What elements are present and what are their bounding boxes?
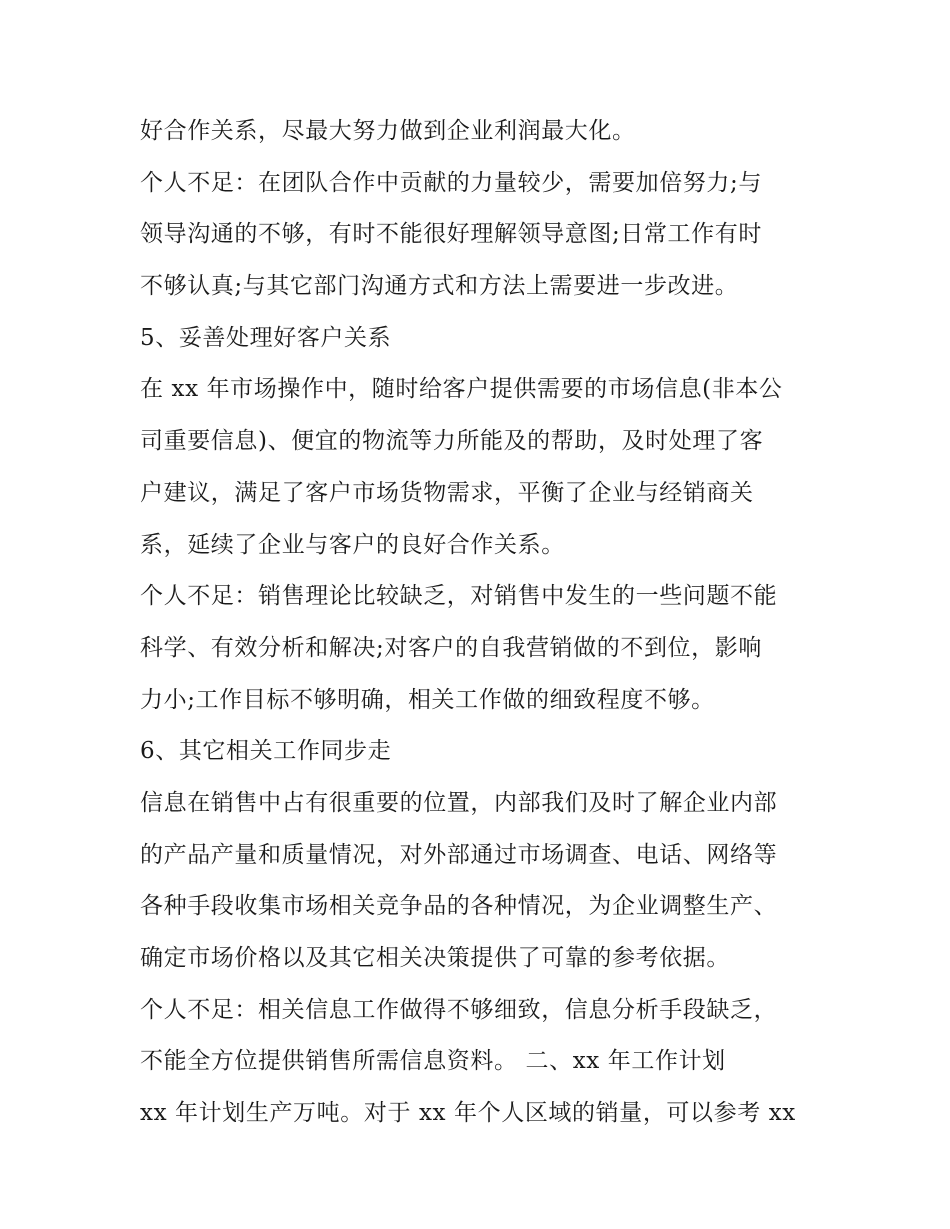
section-heading-6: 6、其它相关工作同步走 xyxy=(140,738,392,765)
body-line: 信息在销售中占有很重要的位置，内部我们及时了解企业内部 xyxy=(140,789,778,816)
body-line: 户建议，满足了客户市场货物需求，平衡了企业与经销商关 xyxy=(140,479,754,506)
body-line: 领导沟通的不够，有时不能很好理解领导意图;日常工作有时 xyxy=(140,221,762,248)
document-body xyxy=(140,106,820,1140)
body-line: 在 xx 年市场操作中，随时给客户提供需要的市场信息(非本公 xyxy=(140,376,783,403)
body-line: 各种手段收集市场相关竞争品的各种情况，为企业调整生产、 xyxy=(140,893,778,920)
body-line: 科学、有效分析和解决;对客户的自我营销做的不到位，影响 xyxy=(140,634,762,661)
body-line: 个人不足：在团队合作中贡献的力量较少，需要加倍努力;与 xyxy=(140,169,762,196)
section-heading-5: 5、妥善处理好客户关系 xyxy=(140,324,392,351)
body-line: 不够认真;与其它部门沟通方式和方法上需要进一步改进。 xyxy=(140,273,739,300)
body-line: 个人不足：相关信息工作做得不够细致，信息分析手段缺乏， xyxy=(140,996,778,1023)
body-line: 系，延续了企业与客户的良好合作关系。 xyxy=(140,531,565,558)
body-line: xx 年计划生产万吨。对于 xx 年个人区域的销量，可以参考 xx xyxy=(140,1100,796,1127)
body-line: 力小;工作目标不够明确，相关工作做的细致程度不够。 xyxy=(140,686,715,713)
body-line: 的产品产量和质量情况，对外部通过市场调查、电话、网络等 xyxy=(140,841,778,868)
body-line: 个人不足：销售理论比较缺乏，对销售中发生的一些问题不能 xyxy=(140,583,778,610)
body-line: 确定市场价格以及其它相关决策提供了可靠的参考依据。 xyxy=(140,945,730,971)
body-line: 司重要信息)、便宜的物流等力所能及的帮助，及时处理了客 xyxy=(140,428,764,455)
body-line: 好合作关系，尽最大努力做到企业利润最大化。 xyxy=(140,118,636,144)
body-line: 不能全方位提供销售所需信息资料。 二、xx 年工作计划 xyxy=(140,1048,726,1075)
